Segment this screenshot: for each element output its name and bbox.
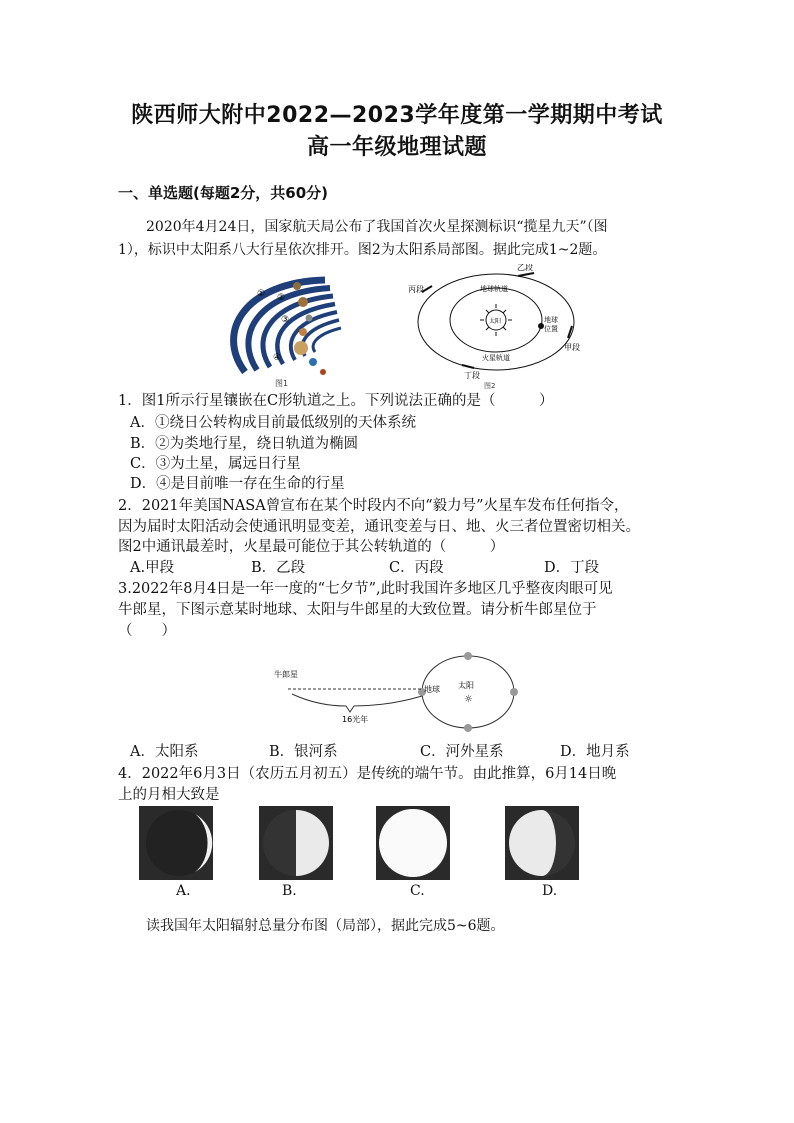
- q2-option-c: C．丙段: [389, 560, 444, 576]
- q2-option-d: D．丁段: [544, 560, 600, 576]
- fig1-marker-3: ③: [281, 315, 290, 325]
- q2-line-3: 图2中通讯最差时，火星最可能位于其公转轨道的（ ）: [118, 539, 505, 555]
- q3-sun-symbol: ☼: [464, 694, 473, 705]
- q1-option-b: B．②为类地行星，绕日轨道为椭圆: [130, 436, 359, 452]
- exam-subtitle: 高一年级地理试题: [306, 135, 487, 160]
- fig2-label-ding: 丁段: [464, 371, 480, 380]
- q2-option-a: A.甲段: [130, 560, 175, 576]
- q1-option-d: D．④是目前唯一存在生命的行星: [130, 476, 345, 492]
- moon-phase-d: [505, 806, 579, 880]
- moon-label-b: B.: [282, 883, 297, 899]
- q3-line-3: （ ）: [118, 623, 176, 639]
- moon-phase-b: [259, 806, 333, 880]
- moon-label-a: A.: [176, 883, 191, 899]
- fig2-label-bing: 丙段: [408, 285, 424, 294]
- q3-label-earth: 地球: [424, 685, 440, 694]
- fig2-label-yi: 乙段: [517, 264, 533, 272]
- moon-label-c: C.: [410, 883, 425, 899]
- q3-label-altair: 牛郎星: [274, 670, 298, 679]
- moon-phase-c: [376, 806, 450, 880]
- fig2-label-mars-orbit: 火星轨道: [482, 354, 510, 362]
- q1-option-c: C．③为土星，属远日行星: [130, 456, 301, 472]
- fig1-marker-1: ①: [257, 289, 266, 299]
- fig2-label-earth-orbit: 地球轨道: [480, 285, 508, 293]
- fig2-label-earth: 地球: [544, 316, 558, 324]
- q2-line-1: 2．2021年美国NASA曾宣布在某个时段内不向“毅力号”火星车发布任何指令，: [118, 498, 629, 514]
- q3-line-2: 牛郎星，下图示意某时地球、太阳与牛郎星的大致位置。请分析牛郎星位于: [118, 602, 597, 618]
- fig1-marker-2: ②: [277, 293, 286, 303]
- q1-stem: 1．图1所示行星镶嵌在C形轨道之上。下列说法正确的是（ ）: [118, 393, 554, 409]
- q3-option-a: A．太阳系: [130, 744, 199, 760]
- q1-option-a: A．①绕日公转构成目前最低级别的天体系统: [130, 415, 416, 431]
- q3-option-d: D．地月系: [560, 744, 630, 760]
- q3-option-c: C．河外星系: [420, 744, 504, 760]
- q3-label-distance: 16光年: [342, 715, 369, 724]
- figure-1-logo: [205, 272, 355, 390]
- figure-2-orbits: [404, 264, 594, 390]
- q4-line-1: 4．2022年6月3日（农历五月初五）是传统的端午节。由此推算，6月14日晚: [118, 766, 617, 782]
- fig2-caption: 图2: [484, 382, 496, 390]
- intro-line-1: 2020年4月24日，国家航天局公布了我国首次火星探测标识“揽星九天”（图: [146, 219, 608, 235]
- section-heading: 一、单选题(每题2分，共60分): [118, 184, 329, 202]
- intro-line-2: 1），标识中太阳系八大行星依次排开。图2为太阳系局部图。据此完成1~2题。: [118, 242, 607, 258]
- fig2-label-sun: 太阳: [489, 318, 502, 325]
- moon-label-d: D.: [542, 883, 558, 899]
- q3-option-b: B．银河系: [269, 744, 338, 760]
- q3-line-1: 3.2022年8月4日是一年一度的“七夕节”,此时我国许多地区几乎整夜肉眼可见: [118, 581, 613, 597]
- fig1-caption: 图1: [275, 379, 289, 388]
- q3-label-sun: 太阳: [458, 681, 474, 690]
- q5-intro: 读我国年太阳辐射总量分布图（局部），据此完成5~6题。: [146, 918, 505, 934]
- q2-option-b: B．乙段: [251, 560, 306, 576]
- exam-title: 陕西师大附中2022—2023学年度第一学期期中考试: [131, 103, 663, 128]
- q2-line-2: 因为届时太阳活动会使通讯明显变差，通讯变差与日、地、火三者位置密切相关。: [118, 519, 640, 535]
- q3-diagram: [268, 650, 528, 736]
- fig2-label-jia: 甲段: [564, 343, 580, 352]
- fig2-label-position: 位置: [544, 325, 558, 333]
- moon-phase-a: [139, 806, 213, 880]
- q4-line-2: 上的月相大致是: [118, 787, 220, 803]
- fig1-marker-4: ④: [273, 353, 282, 363]
